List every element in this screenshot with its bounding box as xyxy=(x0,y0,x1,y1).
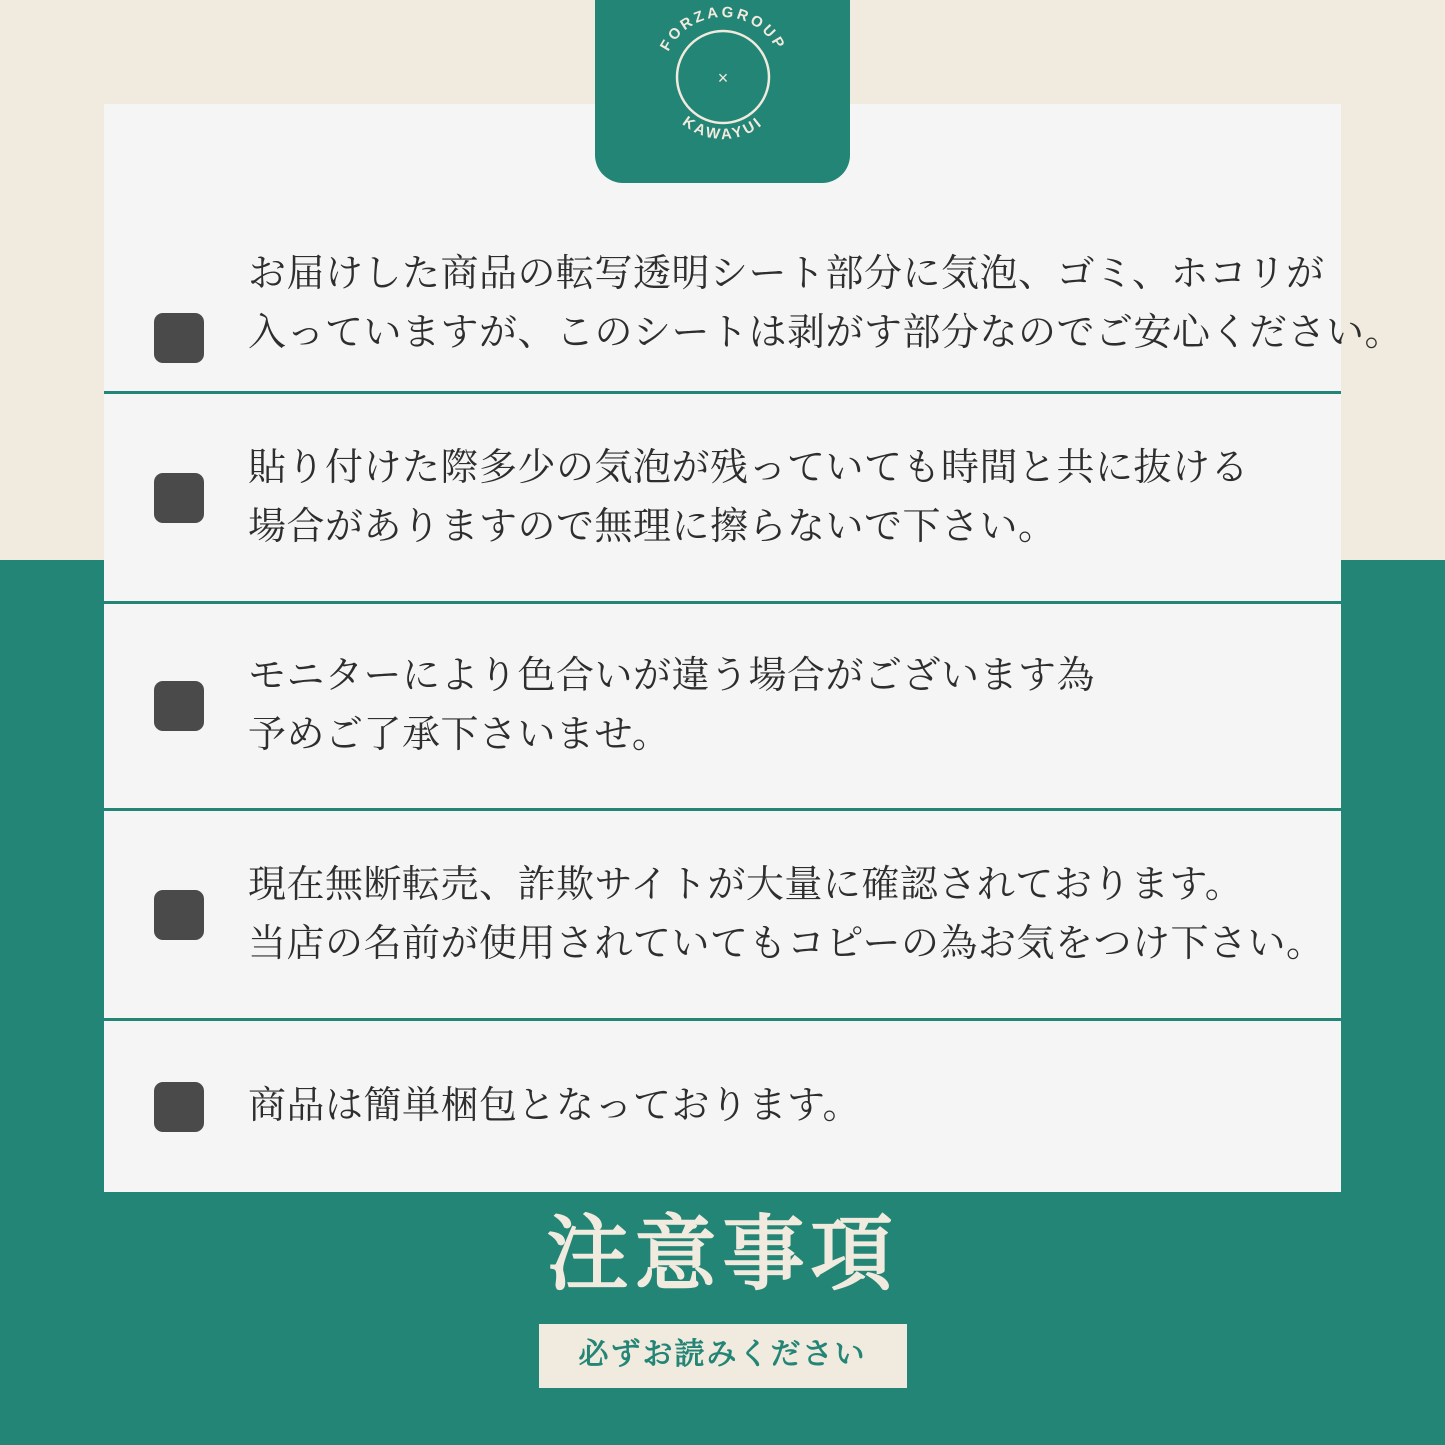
notice-text xyxy=(248,439,1249,557)
list-item xyxy=(104,604,1341,811)
notice-card xyxy=(104,104,1404,1192)
bullet-square-icon xyxy=(154,313,204,363)
notice-line: 商品は簡単梱包となっております。 xyxy=(248,1085,861,1128)
bullet-square-icon xyxy=(154,1082,204,1132)
page-title: 注意事項 xyxy=(546,1209,899,1300)
footer-section xyxy=(0,1192,1445,1445)
list-item xyxy=(104,394,1341,604)
svg-text:×: × xyxy=(717,67,728,88)
notice-line: 当店の名前が使用されていてもコピーの為お気をつけ下さい。 xyxy=(248,922,1325,965)
footer-badge: 必ずお読みください xyxy=(539,1324,907,1388)
svg-text:KAWAYUI: KAWAYUI xyxy=(678,112,767,143)
notice-line: お届けした商品の転写透明シート部分に気泡、ゴミ、ホコリが xyxy=(248,253,1325,296)
notice-line: モニターにより色合いが違う場合がございます為 xyxy=(248,655,1096,698)
notice-text xyxy=(248,245,1403,363)
notice-line: 予めご了承下さいませ。 xyxy=(248,714,671,756)
list-item xyxy=(104,1021,1341,1192)
notice-line: 場合がありますので無理に擦らないで下さい。 xyxy=(248,505,1057,548)
notice-line: 入っていますが、このシートは剥がす部分なのでご安心ください。 xyxy=(248,312,1404,355)
notice-list xyxy=(104,104,1404,1192)
list-item xyxy=(104,811,1341,1021)
brand-logo-badge xyxy=(595,0,850,183)
logo-icon xyxy=(623,0,823,177)
svg-text:FORZAGROUP: FORZAGROUP xyxy=(656,3,789,54)
bullet-square-icon xyxy=(154,473,204,523)
notice-text xyxy=(248,856,1324,974)
notice-text xyxy=(248,647,1095,765)
bullet-square-icon xyxy=(154,681,204,731)
notice-line: 貼り付けた際多少の気泡が残っていても時間と共に抜ける xyxy=(248,446,1250,489)
notice-line: 現在無断転売、詐欺サイトが大量に確認されております。 xyxy=(248,863,1244,906)
bullet-square-icon xyxy=(154,890,204,940)
notice-text xyxy=(248,1077,861,1136)
